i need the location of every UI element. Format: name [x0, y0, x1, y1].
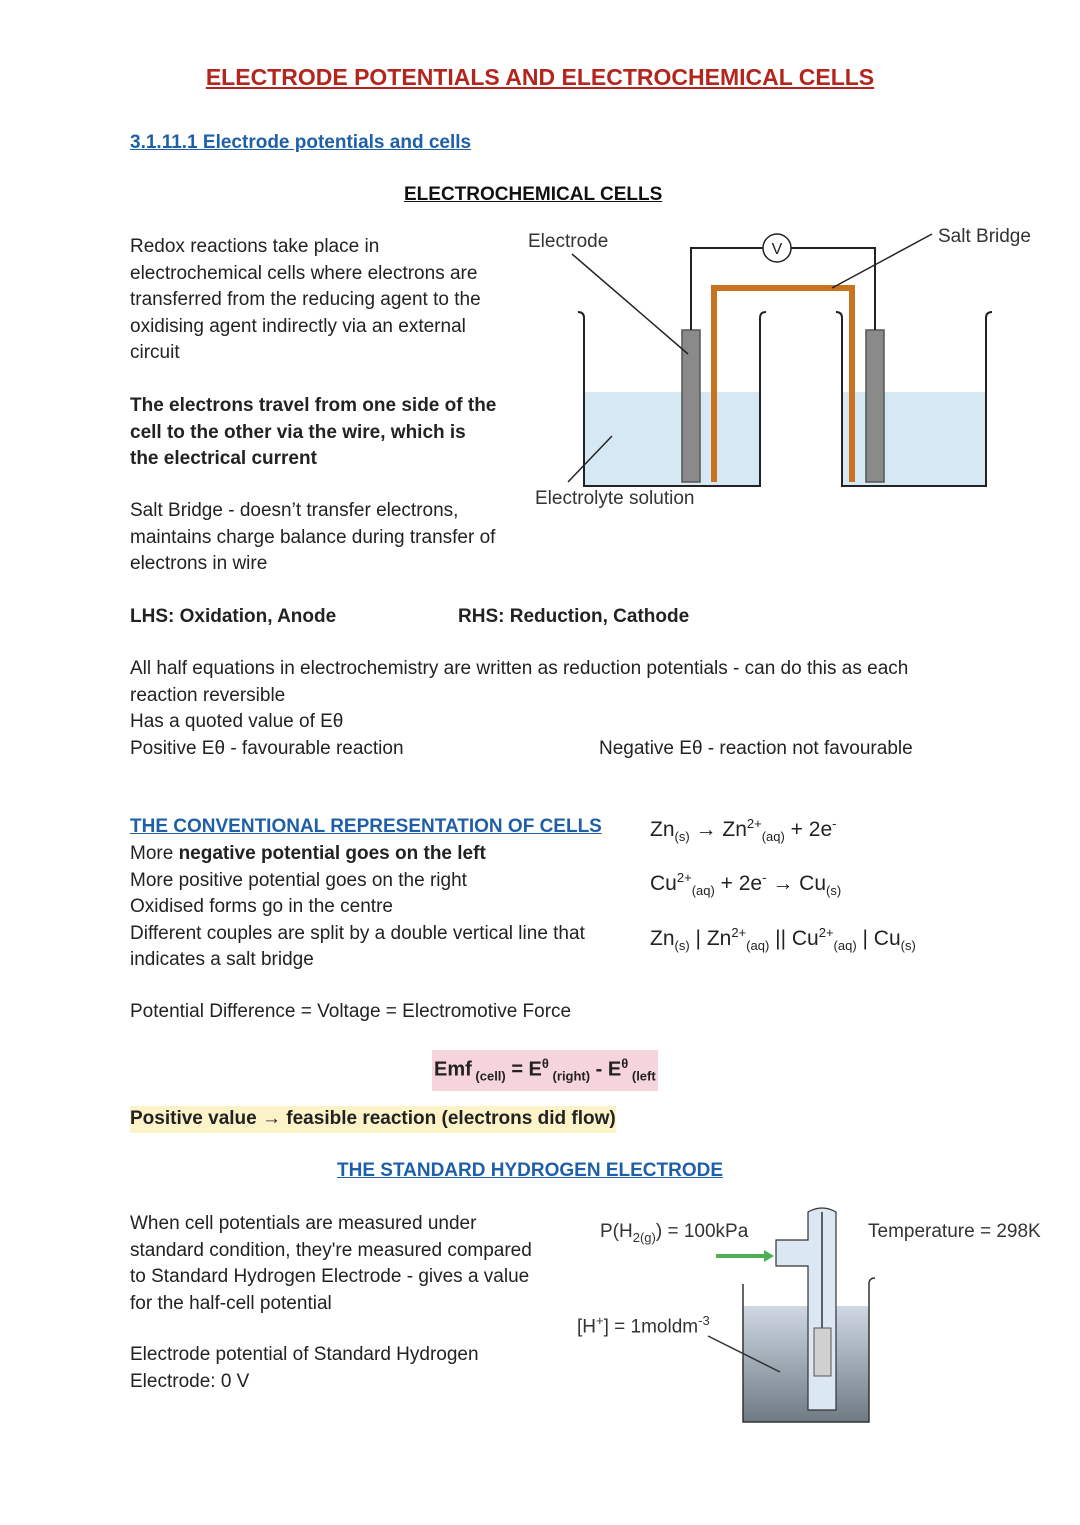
- right-solution: [842, 392, 986, 486]
- salt-line: maintains charge balance during transfer of: [130, 526, 496, 548]
- eq1-state: (s): [674, 829, 690, 845]
- redox-line: electrochemical cells where electrons are: [130, 262, 478, 284]
- eq2-state: (aq): [691, 883, 715, 899]
- notation-cu: | Cu: [862, 927, 901, 950]
- notation-cu-ion: || Cu: [775, 927, 819, 950]
- page-title: ELECTRODE POTENTIALS AND ELECTROCHEMICAL CELLS: [205, 64, 875, 90]
- potential-difference-text: Potential Difference = Voltage = Electromotive Force: [130, 1001, 572, 1022]
- electrons-line: The electrons travel from one side of the: [130, 395, 497, 416]
- temperature-label: Temperature = 298K: [868, 1221, 1041, 1242]
- electrochemical-cell-diagram: [520, 220, 1060, 520]
- pressure-prefix: P(H: [600, 1221, 633, 1242]
- notation-zn: Zn: [650, 927, 675, 950]
- conc-prefix: [H: [577, 1316, 596, 1338]
- positive-e-text: Positive Eθ - favourable reaction: [130, 738, 404, 759]
- eq2-charge: 2+: [676, 870, 692, 885]
- conc-value: ] = 1moldm: [603, 1316, 699, 1338]
- notation-zn-ion-state: (aq): [746, 938, 770, 954]
- pressure-value: ) = 100kPa: [655, 1221, 749, 1242]
- negative-e-text: Negative Eθ - reaction not favourable: [599, 738, 913, 759]
- she-heading[interactable]: THE STANDARD HYDROGEN ELECTRODE: [337, 1160, 723, 1181]
- she-line: standard condition, they're measured compared: [130, 1239, 532, 1261]
- eq2-state2: (s): [826, 883, 842, 899]
- lhs-label: LHS: Oxidation, Anode: [130, 606, 337, 627]
- electrons-paragraph: [130, 393, 530, 473]
- reduction-line: All half equations in electrochemistry are written as reduction potentials - can do this as each: [130, 658, 909, 679]
- rule-double-line: Different couples are split by a double vertical line that: [130, 922, 585, 944]
- electrode-label: Electrode: [528, 231, 609, 252]
- emf-minus: - E: [590, 1058, 622, 1081]
- notation-zn-state: (s): [674, 938, 690, 954]
- notation-cu-state: (s): [900, 938, 916, 954]
- emf-left-sub: (left: [628, 1068, 656, 1084]
- eq1-zn: Zn: [650, 818, 675, 841]
- voltmeter-symbol: V: [771, 241, 783, 258]
- salt-line: Salt Bridge - doesn’t transfer electrons,: [130, 500, 459, 521]
- acid-solution: [743, 1306, 869, 1422]
- eq1-state2: (aq): [761, 829, 785, 845]
- emf-right-sub: (right): [548, 1068, 591, 1084]
- left-electrode: [682, 330, 700, 482]
- redox-line: circuit: [130, 342, 180, 363]
- section-link[interactable]: 3.1.11.1 Electrode potentials and cells: [130, 132, 472, 153]
- pressure-sub: 2(g): [632, 1229, 656, 1245]
- electrochemical-cells-heading: ELECTROCHEMICAL CELLS: [404, 184, 663, 205]
- emf-theta-left: θ: [621, 1056, 629, 1071]
- half-equation-copper: [650, 870, 841, 898]
- electrons-line: the electrical current: [130, 448, 317, 469]
- salt-bridge-paragraph: [130, 498, 530, 578]
- emf-cell-sub: (cell): [471, 1068, 506, 1084]
- conc-charge: +: [596, 1313, 604, 1328]
- she-line: to Standard Hydrogen Electrode - gives a value: [130, 1266, 530, 1287]
- hydrogen-arrow-head-icon: [764, 1250, 774, 1262]
- pressure-label: [600, 1221, 748, 1245]
- redox-paragraph: [130, 234, 520, 367]
- electrode-pointer: [572, 254, 688, 354]
- left-solution: [584, 392, 760, 486]
- rule-prefix: More: [130, 843, 179, 864]
- electrons-line: cell to the other via the wire, which is: [130, 421, 466, 443]
- notation-cu-ion-state: (aq): [833, 938, 857, 954]
- right-electrode: [866, 330, 884, 482]
- eq1-product: → Zn: [695, 818, 747, 841]
- eq1-electron-charge: -: [832, 816, 837, 831]
- notation-zn-ion: | Zn: [695, 927, 732, 950]
- conc-exponent: -3: [698, 1313, 710, 1328]
- redox-line: Redox reactions take place in: [130, 236, 380, 257]
- cell-notation: [650, 925, 916, 953]
- platinum-electrode: [814, 1328, 831, 1376]
- rhs-label: RHS: Reduction, Cathode: [458, 606, 690, 627]
- she-paragraph: [130, 1211, 570, 1317]
- eq2-cu: Cu: [650, 872, 677, 895]
- she-potential-line: Electrode potential of Standard Hydrogen: [130, 1344, 479, 1365]
- rule-salt-bridge: indicates a salt bridge: [130, 949, 314, 970]
- concentration-label: [577, 1313, 710, 1338]
- electrolyte-label: Electrolyte solution: [535, 488, 695, 509]
- reduction-line: reaction reversible: [130, 684, 286, 706]
- she-potential-paragraph: [130, 1342, 570, 1395]
- notation-cu-charge: 2+: [818, 925, 834, 940]
- rule-positive-right: More positive potential goes on the right: [130, 869, 467, 891]
- conventional-rules: [130, 841, 630, 974]
- she-line: for the half-cell potential: [130, 1292, 332, 1314]
- eq2-electron-charge: -: [762, 870, 767, 885]
- redox-line: oxidising agent indirectly via an external: [130, 315, 466, 337]
- reduction-line: Has a quoted value of Eθ: [130, 711, 344, 732]
- reduction-paragraph: [130, 656, 1030, 736]
- salt-line: electrons in wire: [130, 553, 268, 574]
- half-equation-zinc: [650, 816, 836, 844]
- rule-negative-left: [130, 841, 630, 868]
- rule-oxidised-centre: Oxidised forms go in the centre: [130, 896, 393, 917]
- eq1-electrons: + 2e: [790, 818, 833, 841]
- salt-bridge-pointer: [832, 234, 932, 288]
- emf-equals: = E: [505, 1058, 542, 1081]
- notation-zn-charge: 2+: [731, 925, 747, 940]
- emf-theta-right: θ: [541, 1056, 549, 1071]
- she-line: When cell potentials are measured under: [130, 1213, 477, 1234]
- salt-bridge-label: Salt Bridge: [938, 226, 1031, 247]
- she-potential-line: Electrode: 0 V: [130, 1370, 250, 1392]
- emf-symbol: Emf: [434, 1058, 472, 1081]
- rule-bold: negative potential goes on the left: [178, 843, 486, 864]
- eq1-charge: 2+: [746, 816, 762, 831]
- emf-equation: [432, 1050, 658, 1091]
- redox-line: transferred from the reducing agent to the: [130, 289, 481, 310]
- eq2-product: → Cu: [772, 872, 826, 895]
- positive-value-note: Positive value → feasible reaction (electrons did flow): [130, 1106, 616, 1133]
- conventional-heading[interactable]: THE CONVENTIONAL REPRESENTATION OF CELLS: [130, 816, 602, 837]
- eq2-electrons: + 2e: [720, 872, 763, 895]
